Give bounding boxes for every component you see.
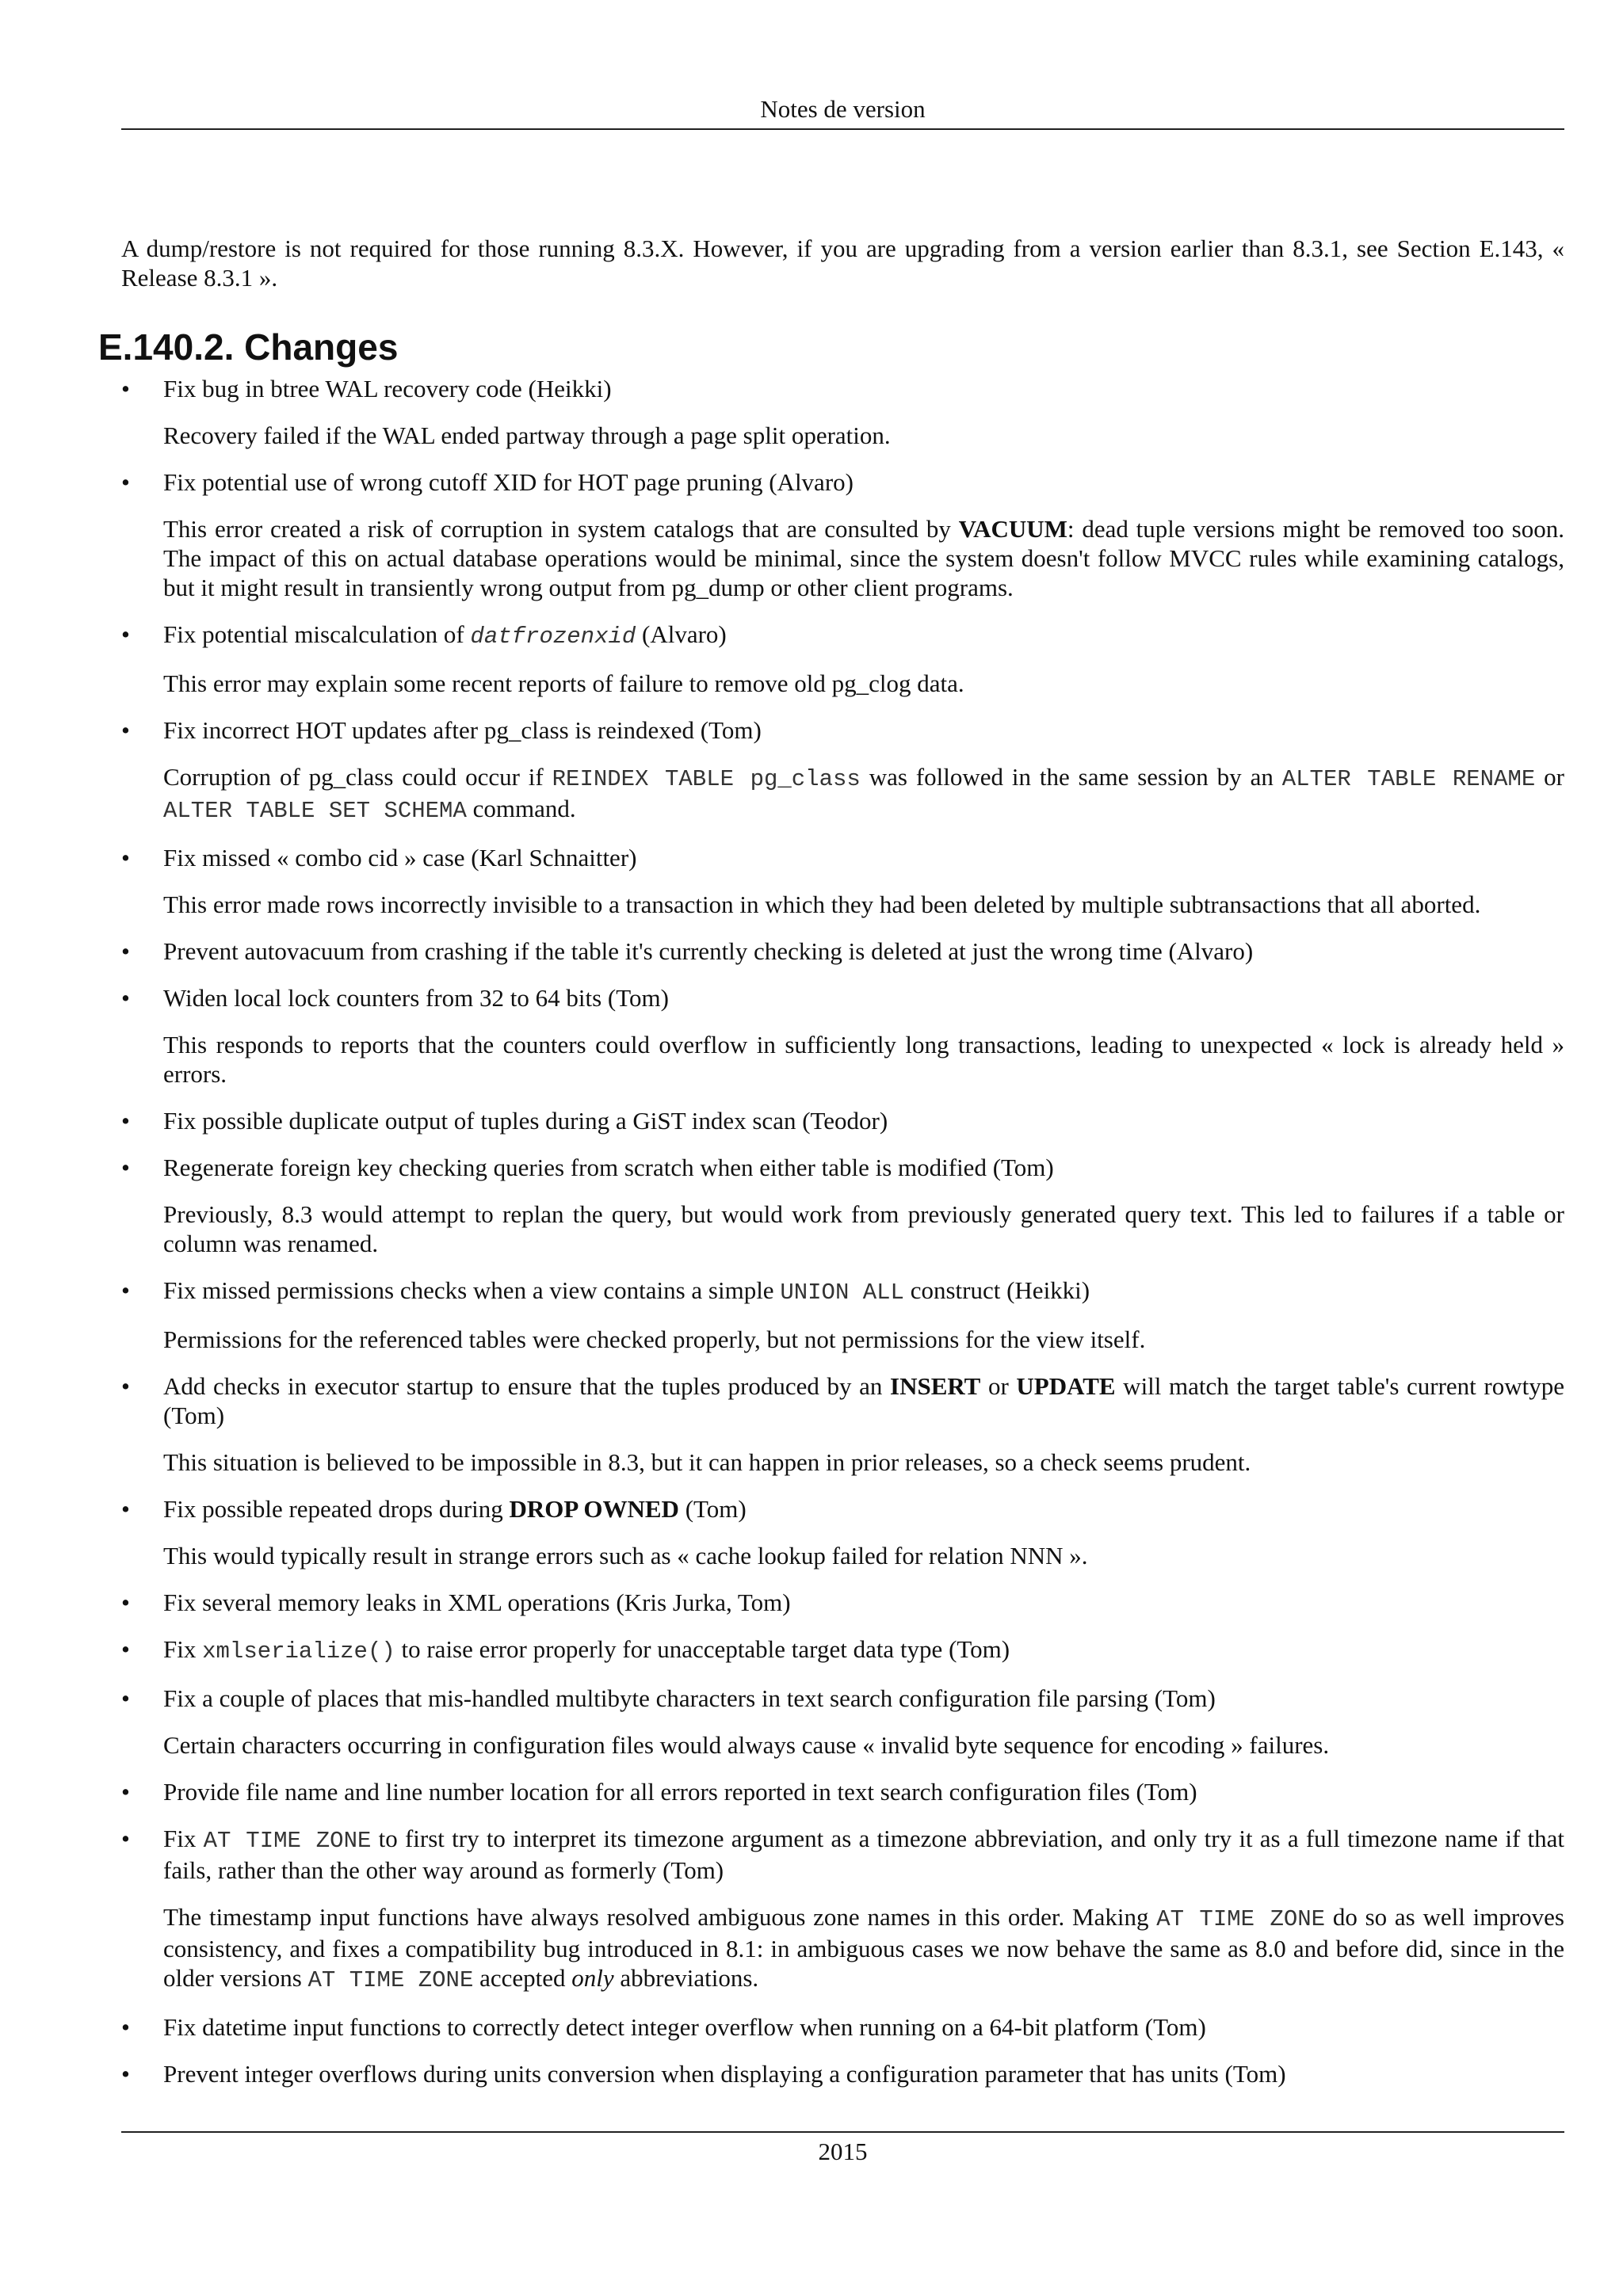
emphasis: only (571, 1964, 614, 1992)
code-literal: AT TIME ZONE (307, 1967, 474, 1993)
text: This error created a risk of corruption in system catalogs that are consulted by (163, 515, 959, 543)
item-title (163, 1276, 1564, 1307)
item-title: Fix possible duplicate output of tuples during a GiST index scan (Teodor) (163, 1107, 888, 1135)
item-title: Fix datetime input functions to correctly detect integer overflow when running on a 64-bit platform (Tom) (163, 2013, 1206, 2041)
bullet: • (121, 1589, 130, 1616)
bullet: • (121, 2013, 130, 2041)
changes-list (121, 374, 1564, 2106)
item-detail: Certain characters occurring in configuration files would always cause « invalid byte sequence for encoding » failures. (163, 1731, 1330, 1759)
text: was followed in the same session by an (860, 763, 1282, 791)
code-literal: ALTER TABLE SET SCHEMA (163, 798, 467, 824)
code-literal: xmlserialize() (202, 1638, 395, 1665)
bullet: • (121, 1825, 130, 1852)
item-title: Widen local lock counters from 32 to 64 bits (Tom) (163, 984, 669, 1012)
bullet: • (121, 716, 130, 744)
text: accepted (473, 1964, 572, 1992)
command-name: UPDATE (1016, 1372, 1116, 1400)
list-item (121, 1153, 1564, 1258)
text: to first try to interpret its timezone argument as a timezone abbreviation, and only try it as a full timezone name if that fails, rather than the other way around as formerly (Tom) (163, 1825, 1564, 1884)
text: (Alvaro) (636, 620, 727, 648)
item-detail: Previously, 8.3 would attempt to replan the query, but would work from previously generated query text. This led to failures if a table or column was renamed. (163, 1200, 1564, 1257)
code-literal: REINDEX TABLE pg_class (552, 766, 861, 792)
item-title: Fix several memory leaks in XML operations (Kris Jurka, Tom) (163, 1589, 791, 1616)
item-title (163, 1634, 1564, 1666)
item-detail: This situation is believed to be impossible in 8.3, but it can happen in prior releases, so a check seems prudent. (163, 1448, 1251, 1476)
text: Fix possible repeated drops during (163, 1495, 510, 1523)
text: construct (Heikki) (903, 1276, 1090, 1304)
list-item (121, 1777, 1564, 1806)
list-item (121, 1634, 1564, 1666)
item-detail (163, 762, 1564, 826)
bullet: • (121, 1495, 130, 1523)
text: do so as well improves consistency, and fixes a compatibility bug introduced in 8.1: in ambiguous cases we now behave the same as 8.0 and before did, since in the older versions (163, 1903, 1564, 1992)
bullet: • (121, 2060, 130, 2088)
list-item (121, 1276, 1564, 1354)
bullet: • (121, 1154, 130, 1181)
text: command. (466, 795, 576, 822)
list-item (121, 1824, 1564, 1995)
list-item (121, 2059, 1564, 2088)
footer-rule (121, 2131, 1564, 2133)
item-title: Fix incorrect HOT updates after pg_class is reindexed (Tom) (163, 716, 762, 744)
item-title: Prevent autovacuum from crashing if the table it's currently checking is deleted at just the wrong time (Alvaro) (163, 937, 1254, 965)
item-title (163, 1371, 1564, 1430)
item-title: Fix a couple of places that mis-handled multibyte characters in text search configuration file parsing (Tom) (163, 1684, 1216, 1712)
bullet: • (121, 937, 130, 965)
code-literal: ALTER TABLE RENAME (1281, 766, 1536, 792)
list-item (121, 467, 1564, 602)
item-title (163, 1824, 1564, 1885)
page-number: 2015 (818, 2138, 868, 2165)
code-literal: AT TIME ZONE (203, 1828, 372, 1854)
text: Corruption of pg_class could occur if (163, 763, 552, 791)
bullet: • (121, 844, 130, 871)
item-detail: This error may explain some recent reports of failure to remove old pg_clog data. (163, 669, 964, 697)
command-name: DROP OWNED (509, 1495, 679, 1523)
item-title: Provide file name and line number location for all errors reported in text search configuration files (Tom) (163, 1778, 1197, 1806)
list-item (121, 374, 1564, 450)
list-item (121, 715, 1564, 826)
code-literal: UNION ALL (780, 1280, 904, 1306)
bullet: • (121, 1684, 130, 1712)
list-item (121, 1588, 1564, 1617)
list-item (121, 1106, 1564, 1135)
list-item (121, 983, 1564, 1089)
item-title (163, 1494, 1564, 1524)
text: Add checks in executor startup to ensure that the tuples produced by an (163, 1372, 890, 1400)
item-title: Fix bug in btree WAL recovery code (Heikki) (163, 375, 612, 402)
section-title: E.140.2. Changes (98, 326, 399, 368)
text: Fix potential miscalculation of (163, 620, 471, 648)
list-item (121, 936, 1564, 966)
item-detail: Recovery failed if the WAL ended partway through a page split operation. (163, 421, 891, 449)
running-header: Notes de version (760, 95, 926, 123)
item-title (163, 620, 1564, 651)
text: : dead tuple versions might be removed too soon. The impact of this on actual database operations would be minimal, since the system doesn't follow MVCC rules while examining catalogs, but it might result in transiently wrong output from pg_dump or other client programs. (163, 515, 1564, 601)
item-detail: Permissions for the referenced tables were checked properly, but not permissions for the view itself. (163, 1325, 1146, 1353)
text: abbreviations. (613, 1964, 759, 1992)
item-title: Fix missed « combo cid » case (Karl Schnaitter) (163, 844, 637, 871)
item-detail: This error made rows incorrectly invisible to a transaction in which they had been deleted by multiple subtransactions that all aborted. (163, 891, 1481, 918)
text: Fix (163, 1825, 204, 1852)
item-title: Prevent integer overflows during units conversion when displaying a configuration parameter that has units (Tom) (163, 2060, 1286, 2088)
bullet: • (121, 1778, 130, 1806)
header-rule (121, 128, 1564, 130)
intro-paragraph: A dump/restore is not required for those running 8.3.X. However, if you are upgrading from a version earlier than 8.3.1, see Section E.143, « Release 8.3.1 ». (121, 235, 1564, 292)
item-detail (163, 1902, 1564, 1995)
code-literal: datfrozenxid (470, 624, 636, 650)
bullet: • (121, 1372, 130, 1400)
bullet: • (121, 620, 130, 648)
text: The timestamp input functions have always resolved ambiguous zone names in this order. Making (163, 1903, 1157, 1931)
text: (Tom) (678, 1495, 747, 1523)
item-detail (163, 514, 1564, 602)
item-detail: This responds to reports that the counters could overflow in sufficiently long transactions, leading to unexpected « lock is already held » errors. (163, 1031, 1564, 1088)
code-literal: AT TIME ZONE (1156, 1906, 1326, 1932)
list-item (121, 843, 1564, 919)
text: Fix (163, 1635, 203, 1663)
bullet: • (121, 1635, 130, 1663)
list-item (121, 1494, 1564, 1570)
list-item (121, 620, 1564, 698)
list-item (121, 2012, 1564, 2042)
bullet: • (121, 1276, 130, 1304)
bullet: • (121, 984, 130, 1012)
command-name: VACUUM (958, 515, 1067, 543)
bullet: • (121, 375, 130, 402)
bullet: • (121, 468, 130, 496)
command-name: INSERT (890, 1372, 981, 1400)
bullet: • (121, 1107, 130, 1135)
text: to raise error properly for unacceptable target data type (Tom) (395, 1635, 1010, 1663)
text: or (1535, 763, 1564, 791)
list-item (121, 1684, 1564, 1760)
item-title: Fix potential use of wrong cutoff XID for HOT page pruning (Alvaro) (163, 468, 854, 496)
list-item (121, 1371, 1564, 1477)
item-detail: This would typically result in strange errors such as « cache lookup failed for relation NNN ». (163, 1542, 1088, 1569)
text: or (980, 1372, 1017, 1400)
text: Fix missed permissions checks when a view contains a simple (163, 1276, 781, 1304)
text: will match the target table's current rowtype (Tom) (163, 1372, 1564, 1429)
item-title: Regenerate foreign key checking queries from scratch when either table is modified (Tom) (163, 1154, 1054, 1181)
